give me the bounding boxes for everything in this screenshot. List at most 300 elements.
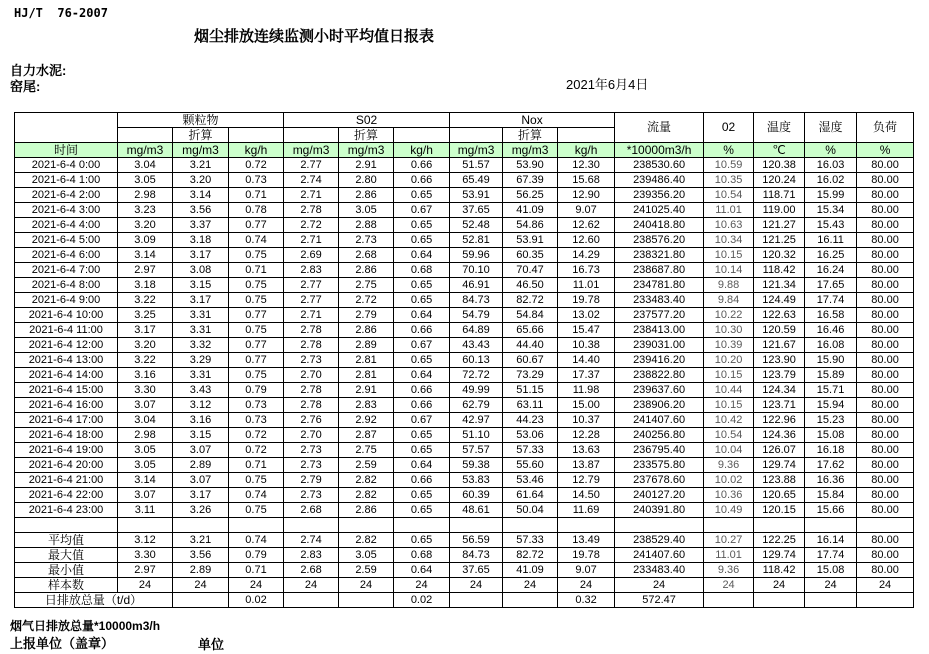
value-cell: 15.66	[805, 503, 857, 518]
value-cell: 53.91	[503, 233, 558, 248]
value-cell: 0.66	[394, 473, 450, 488]
value-cell: 3.20	[118, 338, 173, 353]
unit-cell: %	[704, 143, 754, 158]
value-cell: 15.94	[805, 398, 857, 413]
value-cell: 3.16	[173, 413, 229, 428]
value-cell: 2.68	[284, 503, 339, 518]
value-cell: 3.22	[118, 353, 173, 368]
value-cell: 0.75	[229, 248, 284, 263]
blank-cell	[229, 518, 284, 533]
value-cell: 129.74	[754, 458, 805, 473]
converted-label-particulate: 折算	[173, 128, 229, 143]
value-cell: 42.97	[450, 413, 503, 428]
value-cell: 80.00	[857, 428, 914, 443]
value-cell: 15.34	[805, 203, 857, 218]
summary-row	[15, 548, 914, 563]
value-cell: 120.32	[754, 248, 805, 263]
column-o2-header: 02	[704, 113, 754, 143]
value-cell: 80.00	[857, 398, 914, 413]
value-cell: 2.82	[339, 488, 394, 503]
summary-value-cell: 24	[173, 578, 229, 593]
value-cell: 59.96	[450, 248, 503, 263]
value-cell: 126.07	[754, 443, 805, 458]
value-cell: 238530.60	[615, 158, 704, 173]
time-cell: 2021-6-4 1:00	[15, 173, 118, 188]
hour-row	[15, 488, 914, 503]
page-title: 烟尘排放连续监测小时平均值日报表	[193, 28, 434, 45]
value-cell: 0.73	[229, 173, 284, 188]
value-cell: 2.68	[339, 248, 394, 263]
value-cell: 14.50	[558, 488, 615, 503]
summary-value-cell: 24	[394, 578, 450, 593]
summary-value-cell: 24	[857, 578, 914, 593]
value-cell: 0.73	[229, 413, 284, 428]
value-cell: 3.16	[118, 368, 173, 383]
value-cell: 59.38	[450, 458, 503, 473]
unit-cell: kg/h	[394, 143, 450, 158]
hour-row	[15, 203, 914, 218]
time-cell: 2021-6-4 18:00	[15, 428, 118, 443]
summary-value-cell: 3.05	[339, 548, 394, 563]
value-cell: 3.17	[173, 488, 229, 503]
blank-cell	[558, 128, 615, 143]
value-cell: 239356.20	[615, 188, 704, 203]
value-cell: 121.34	[754, 278, 805, 293]
value-cell: 2.80	[339, 173, 394, 188]
value-cell: 0.65	[394, 428, 450, 443]
value-cell: 10.49	[704, 503, 754, 518]
time-cell: 2021-6-4 21:00	[15, 473, 118, 488]
value-cell: 3.20	[173, 173, 229, 188]
value-cell: 17.74	[805, 293, 857, 308]
value-cell: 120.59	[754, 323, 805, 338]
total-value-cell	[805, 593, 857, 608]
flue-gas-total-label: 烟气日排放总量*10000m3/h	[10, 619, 161, 633]
value-cell: 15.43	[805, 218, 857, 233]
value-cell: 10.22	[704, 308, 754, 323]
value-cell: 124.34	[754, 383, 805, 398]
hour-row	[15, 368, 914, 383]
time-cell: 2021-6-4 7:00	[15, 263, 118, 278]
value-cell: 3.14	[173, 188, 229, 203]
summary-value-cell: 122.25	[754, 533, 805, 548]
summary-value-cell: 3.12	[118, 533, 173, 548]
value-cell: 16.25	[805, 248, 857, 263]
hour-row	[15, 308, 914, 323]
value-cell: 3.17	[173, 293, 229, 308]
hour-row	[15, 383, 914, 398]
value-cell: 48.61	[450, 503, 503, 518]
value-cell: 3.15	[173, 278, 229, 293]
value-cell: 0.75	[229, 473, 284, 488]
value-cell: 0.66	[394, 158, 450, 173]
value-cell: 80.00	[857, 263, 914, 278]
value-cell: 0.71	[229, 263, 284, 278]
value-cell: 3.17	[118, 323, 173, 338]
value-cell: 2.83	[339, 398, 394, 413]
value-cell: 0.65	[394, 503, 450, 518]
hour-row	[15, 218, 914, 233]
value-cell: 3.15	[173, 428, 229, 443]
converted-label-so2: 折算	[339, 128, 394, 143]
value-cell: 80.00	[857, 158, 914, 173]
summary-label-cell: 样本数	[15, 578, 118, 593]
value-cell: 10.36	[704, 488, 754, 503]
value-cell: 54.79	[450, 308, 503, 323]
value-cell: 237577.20	[615, 308, 704, 323]
value-cell: 16.36	[805, 473, 857, 488]
time-cell: 2021-6-4 9:00	[15, 293, 118, 308]
time-cell: 2021-6-4 15:00	[15, 383, 118, 398]
summary-row	[15, 533, 914, 548]
reporting-unit-label: 上报单位（盖章）	[10, 636, 115, 651]
value-cell: 2.98	[118, 188, 173, 203]
value-cell: 124.36	[754, 428, 805, 443]
summary-value-cell: 9.36	[704, 563, 754, 578]
value-cell: 0.64	[394, 248, 450, 263]
standard-number: HJ/T 76-2007	[14, 6, 108, 20]
value-cell: 12.62	[558, 218, 615, 233]
value-cell: 240256.80	[615, 428, 704, 443]
time-cell: 2021-6-4 14:00	[15, 368, 118, 383]
value-cell: 50.04	[503, 503, 558, 518]
value-cell: 10.35	[704, 173, 754, 188]
value-cell: 80.00	[857, 173, 914, 188]
value-cell: 123.90	[754, 353, 805, 368]
summary-value-cell: 37.65	[450, 563, 503, 578]
value-cell: 3.29	[173, 353, 229, 368]
value-cell: 2.86	[339, 188, 394, 203]
time-cell: 2021-6-4 8:00	[15, 278, 118, 293]
value-cell: 2.71	[284, 233, 339, 248]
value-cell: 60.67	[503, 353, 558, 368]
time-cell: 2021-6-4 4:00	[15, 218, 118, 233]
column-humidity-header: 湿度	[805, 113, 857, 143]
hour-row	[15, 428, 914, 443]
company-label: 自力水泥:	[10, 63, 67, 78]
value-cell: 80.00	[857, 458, 914, 473]
value-cell: 118.71	[754, 188, 805, 203]
value-cell: 60.39	[450, 488, 503, 503]
value-cell: 80.00	[857, 278, 914, 293]
blank-cell	[394, 128, 450, 143]
value-cell: 2.73	[284, 443, 339, 458]
value-cell: 63.11	[503, 398, 558, 413]
value-cell: 57.33	[503, 443, 558, 458]
time-cell: 2021-6-4 17:00	[15, 413, 118, 428]
value-cell: 0.65	[394, 293, 450, 308]
value-cell: 2.73	[284, 353, 339, 368]
value-cell: 80.00	[857, 338, 914, 353]
hour-row	[15, 263, 914, 278]
summary-value-cell: 56.59	[450, 533, 503, 548]
hour-row	[15, 473, 914, 488]
value-cell: 15.99	[805, 188, 857, 203]
value-cell: 10.15	[704, 368, 754, 383]
value-cell: 52.81	[450, 233, 503, 248]
summary-row	[15, 578, 914, 593]
value-cell: 2.98	[118, 428, 173, 443]
total-value-cell	[450, 593, 503, 608]
unit-cell: mg/m3	[450, 143, 503, 158]
value-cell: 3.09	[118, 233, 173, 248]
value-cell: 2.75	[339, 443, 394, 458]
summary-value-cell: 80.00	[857, 548, 914, 563]
total-value-cell	[503, 593, 558, 608]
value-cell: 16.02	[805, 173, 857, 188]
value-cell: 60.13	[450, 353, 503, 368]
value-cell: 0.75	[229, 278, 284, 293]
value-cell: 0.73	[229, 398, 284, 413]
value-cell: 17.65	[805, 278, 857, 293]
value-cell: 16.03	[805, 158, 857, 173]
time-cell: 2021-6-4 10:00	[15, 308, 118, 323]
summary-label-cell: 最小值	[15, 563, 118, 578]
value-cell: 241407.60	[615, 413, 704, 428]
blank-cell	[857, 518, 914, 533]
value-cell: 80.00	[857, 203, 914, 218]
value-cell: 0.77	[229, 338, 284, 353]
value-cell: 3.08	[173, 263, 229, 278]
total-row	[15, 593, 914, 608]
units-row	[15, 143, 914, 158]
value-cell: 3.20	[118, 218, 173, 233]
time-cell: 2021-6-4 16:00	[15, 398, 118, 413]
value-cell: 10.04	[704, 443, 754, 458]
time-cell: 2021-6-4 23:00	[15, 503, 118, 518]
blank-cell	[503, 518, 558, 533]
blank-cell	[450, 518, 503, 533]
value-cell: 2.71	[284, 188, 339, 203]
value-cell: 0.72	[229, 428, 284, 443]
value-cell: 121.25	[754, 233, 805, 248]
value-cell: 53.46	[503, 473, 558, 488]
unit-cell: mg/m3	[173, 143, 229, 158]
group-particulate-header: 颗粒物	[118, 113, 284, 128]
value-cell: 15.89	[805, 368, 857, 383]
value-cell: 2.79	[284, 473, 339, 488]
summary-row	[15, 563, 914, 578]
value-cell: 3.17	[173, 248, 229, 263]
value-cell: 0.64	[394, 308, 450, 323]
hour-row	[15, 188, 914, 203]
unit-cell: mg/m3	[503, 143, 558, 158]
value-cell: 122.63	[754, 308, 805, 323]
value-cell: 80.00	[857, 218, 914, 233]
value-cell: 67.39	[503, 173, 558, 188]
converted-label-nox: 折算	[503, 128, 558, 143]
value-cell: 0.79	[229, 383, 284, 398]
value-cell: 3.22	[118, 293, 173, 308]
value-cell: 70.47	[503, 263, 558, 278]
value-cell: 0.65	[394, 188, 450, 203]
value-cell: 11.69	[558, 503, 615, 518]
value-cell: 237678.60	[615, 473, 704, 488]
time-cell: 2021-6-4 6:00	[15, 248, 118, 263]
value-cell: 41.09	[503, 203, 558, 218]
summary-value-cell: 2.68	[284, 563, 339, 578]
value-cell: 0.66	[394, 323, 450, 338]
blank-cell	[558, 518, 615, 533]
summary-value-cell: 15.08	[805, 563, 857, 578]
summary-value-cell: 9.07	[558, 563, 615, 578]
value-cell: 3.56	[173, 203, 229, 218]
summary-value-cell: 41.09	[503, 563, 558, 578]
blank-cell	[704, 518, 754, 533]
value-cell: 80.00	[857, 473, 914, 488]
summary-value-cell: 0.71	[229, 563, 284, 578]
value-cell: 3.07	[118, 488, 173, 503]
stack-label: 窑尾:	[10, 79, 41, 94]
value-cell: 3.12	[173, 398, 229, 413]
value-cell: 0.75	[229, 503, 284, 518]
value-cell: 12.28	[558, 428, 615, 443]
time-header: 时间	[15, 143, 118, 158]
value-cell: 10.15	[704, 398, 754, 413]
value-cell: 15.23	[805, 413, 857, 428]
value-cell: 0.74	[229, 233, 284, 248]
hour-row	[15, 458, 914, 473]
unit-cell: mg/m3	[339, 143, 394, 158]
value-cell: 16.73	[558, 263, 615, 278]
value-cell: 3.07	[118, 398, 173, 413]
value-cell: 3.18	[118, 278, 173, 293]
value-cell: 2.59	[339, 458, 394, 473]
value-cell: 0.68	[394, 263, 450, 278]
value-cell: 2.72	[284, 218, 339, 233]
time-cell: 2021-6-4 22:00	[15, 488, 118, 503]
value-cell: 2.77	[284, 158, 339, 173]
hour-row	[15, 323, 914, 338]
value-cell: 12.30	[558, 158, 615, 173]
value-cell: 10.30	[704, 323, 754, 338]
value-cell: 3.07	[173, 443, 229, 458]
hour-row	[15, 158, 914, 173]
summary-label-cell: 平均值	[15, 533, 118, 548]
value-cell: 62.79	[450, 398, 503, 413]
summary-value-cell: 24	[118, 578, 173, 593]
hour-row	[15, 293, 914, 308]
value-cell: 51.15	[503, 383, 558, 398]
hour-row	[15, 413, 914, 428]
time-header-blank-cell	[15, 113, 118, 143]
value-cell: 3.05	[118, 173, 173, 188]
column-flow-header: 流量	[615, 113, 704, 143]
value-cell: 240391.80	[615, 503, 704, 518]
unit-cell: kg/h	[229, 143, 284, 158]
blank-cell	[450, 128, 503, 143]
value-cell: 240418.80	[615, 218, 704, 233]
report-table	[14, 112, 914, 608]
hour-row	[15, 503, 914, 518]
time-cell: 2021-6-4 2:00	[15, 188, 118, 203]
value-cell: 2.70	[284, 368, 339, 383]
value-cell: 53.83	[450, 473, 503, 488]
value-cell: 120.24	[754, 173, 805, 188]
summary-value-cell: 2.74	[284, 533, 339, 548]
value-cell: 2.81	[339, 368, 394, 383]
value-cell: 14.29	[558, 248, 615, 263]
value-cell: 55.60	[503, 458, 558, 473]
value-cell: 121.67	[754, 338, 805, 353]
value-cell: 3.18	[173, 233, 229, 248]
summary-value-cell: 24	[503, 578, 558, 593]
summary-value-cell: 2.97	[118, 563, 173, 578]
value-cell: 238576.20	[615, 233, 704, 248]
value-cell: 10.59	[704, 158, 754, 173]
value-cell: 53.90	[503, 158, 558, 173]
blank-cell	[229, 128, 284, 143]
value-cell: 2.76	[284, 413, 339, 428]
value-cell: 3.26	[173, 503, 229, 518]
value-cell: 12.79	[558, 473, 615, 488]
value-cell: 11.01	[704, 203, 754, 218]
value-cell: 37.65	[450, 203, 503, 218]
value-cell: 12.90	[558, 188, 615, 203]
blank-cell	[284, 518, 339, 533]
value-cell: 52.48	[450, 218, 503, 233]
value-cell: 2.89	[339, 338, 394, 353]
value-cell: 9.36	[704, 458, 754, 473]
blank-cell	[118, 518, 173, 533]
value-cell: 124.49	[754, 293, 805, 308]
value-cell: 80.00	[857, 413, 914, 428]
value-cell: 10.34	[704, 233, 754, 248]
value-cell: 10.44	[704, 383, 754, 398]
summary-value-cell: 118.42	[754, 563, 805, 578]
unit-cell: *10000m3/h	[615, 143, 704, 158]
summary-value-cell: 24	[754, 578, 805, 593]
value-cell: 0.71	[229, 188, 284, 203]
value-cell: 53.06	[503, 428, 558, 443]
value-cell: 10.38	[558, 338, 615, 353]
value-cell: 2.86	[339, 503, 394, 518]
value-cell: 123.79	[754, 368, 805, 383]
value-cell: 2.82	[339, 473, 394, 488]
value-cell: 15.71	[805, 383, 857, 398]
blank-cell	[284, 128, 339, 143]
value-cell: 3.14	[118, 473, 173, 488]
value-cell: 80.00	[857, 233, 914, 248]
summary-value-cell: 238529.40	[615, 533, 704, 548]
blank-cell	[173, 518, 229, 533]
value-cell: 56.25	[503, 188, 558, 203]
summary-value-cell: 80.00	[857, 563, 914, 578]
value-cell: 121.27	[754, 218, 805, 233]
value-cell: 0.72	[229, 443, 284, 458]
value-cell: 80.00	[857, 503, 914, 518]
value-cell: 2.77	[284, 293, 339, 308]
value-cell: 43.43	[450, 338, 503, 353]
value-cell: 3.30	[118, 383, 173, 398]
summary-value-cell: 0.64	[394, 563, 450, 578]
value-cell: 2.92	[339, 413, 394, 428]
value-cell: 238321.80	[615, 248, 704, 263]
total-value-cell	[284, 593, 339, 608]
value-cell: 2.81	[339, 353, 394, 368]
summary-value-cell: 0.79	[229, 548, 284, 563]
value-cell: 80.00	[857, 323, 914, 338]
value-cell: 2.91	[339, 158, 394, 173]
value-cell: 19.78	[558, 293, 615, 308]
value-cell: 236795.40	[615, 443, 704, 458]
value-cell: 3.05	[339, 203, 394, 218]
value-cell: 238906.20	[615, 398, 704, 413]
value-cell: 80.00	[857, 248, 914, 263]
value-cell: 80.00	[857, 353, 914, 368]
value-cell: 10.42	[704, 413, 754, 428]
value-cell: 2.74	[284, 173, 339, 188]
